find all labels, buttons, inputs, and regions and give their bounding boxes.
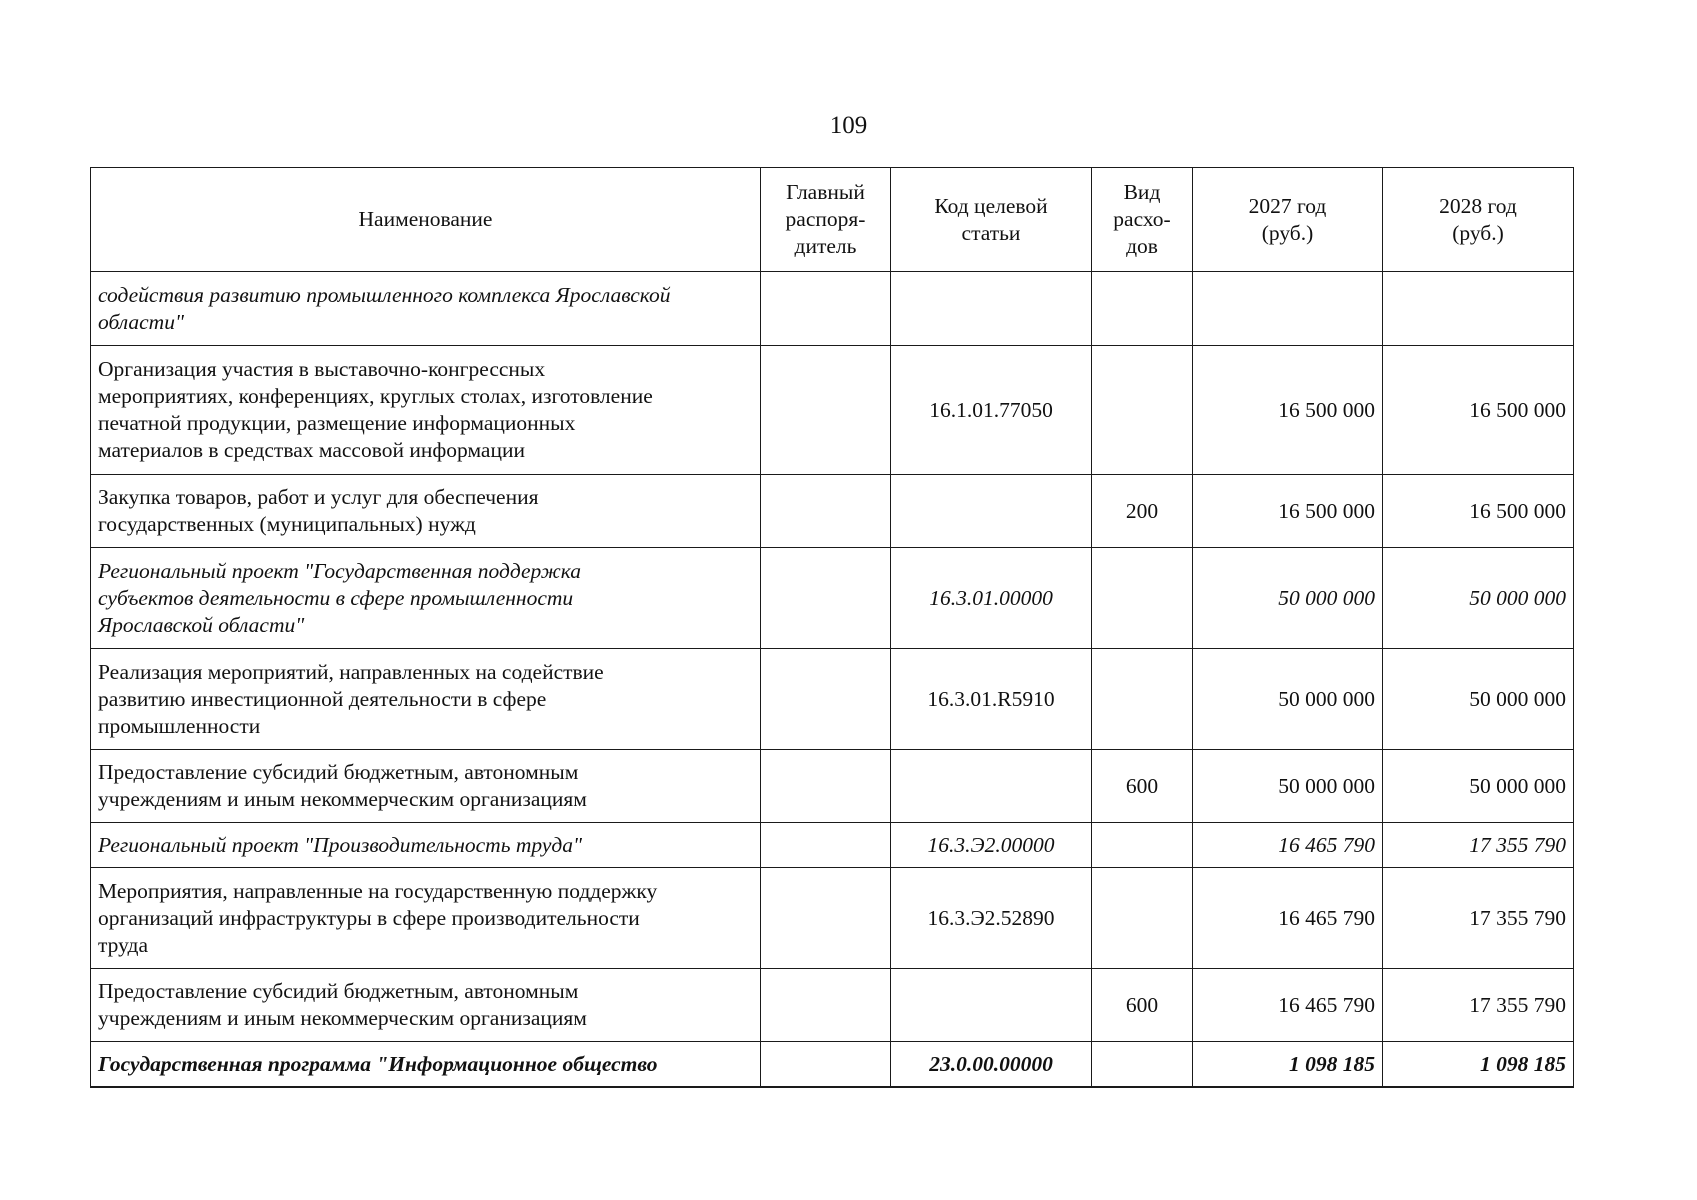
cell-name-line: Предоставление субсидий бюджетным, автономным [98,979,579,1003]
cell-name-line: учреждениям и иным некоммерческим организациям [98,787,587,811]
cell-2027: 50 000 000 [1193,649,1383,750]
table-row [91,649,1574,750]
cell-name-line: области" [98,309,184,334]
cell-code [891,969,1092,1042]
cell-name-line: государственных (муниципальных) нужд [98,512,476,536]
cell-kind [1092,548,1193,649]
cell-name-line: промышленности [98,713,261,738]
cell-2027: 1 098 185 [1193,1042,1383,1088]
cell-kind: 600 [1092,750,1193,823]
cell-code [891,475,1092,548]
cell-2027: 16 465 790 [1193,823,1383,868]
cell-2028: 17 355 790 [1383,969,1574,1042]
table-row [91,969,1574,1042]
cell-kind [1092,272,1193,346]
header-chief-line: распоря- [785,207,866,231]
cell-code: 16.3.01.R5910 [891,649,1092,750]
cell-name [91,1042,761,1088]
cell-code: 23.0.00.00000 [891,1042,1092,1088]
cell-name [91,475,761,548]
cell-2027: 16 500 000 [1193,346,1383,475]
header-2028 [1383,168,1574,272]
cell-chief [761,969,891,1042]
header-chief-line: Главный [786,180,865,204]
cell-name-line: Закупка товаров, работ и услуг для обеспечения [98,485,539,509]
cell-name-line: Предоставление субсидий бюджетным, автономным [98,760,579,784]
cell-code: 16.3.01.00000 [891,548,1092,649]
cell-name-line: материалов в средствах массовой информации [98,438,525,462]
cell-name [91,823,761,868]
cell-kind [1092,346,1193,475]
cell-2027: 50 000 000 [1193,750,1383,823]
cell-code: 16.1.01.77050 [891,346,1092,475]
cell-name [91,750,761,823]
header-kind-line: расхо- [1113,207,1171,231]
cell-name-line: Мероприятия, направленные на государственную поддержку [98,878,658,903]
cell-name-line: печатной продукции, размещение информационных [98,411,576,435]
cell-2027: 16 465 790 [1193,969,1383,1042]
cell-2027: 50 000 000 [1193,548,1383,649]
cell-kind [1092,649,1193,750]
cell-2027 [1193,272,1383,346]
cell-2028: 50 000 000 [1383,649,1574,750]
cell-2028 [1383,272,1574,346]
header-2027-line: (руб.) [1261,220,1314,245]
header-2027 [1193,168,1383,272]
table-row [91,272,1574,346]
cell-name [91,868,761,969]
header-kind-line: дов [1126,234,1158,258]
cell-name-line: Государственная программа "Информационное общество [98,1051,658,1076]
table-row [91,750,1574,823]
cell-name-line: Ярославской области" [98,612,305,637]
table-row [91,475,1574,548]
cell-name-line: Региональный проект "Производительность труда" [98,832,582,857]
cell-chief [761,649,891,750]
cell-kind [1092,823,1193,868]
cell-name-line: учреждениям и иным некоммерческим организациям [98,1006,587,1030]
cell-2027: 16 500 000 [1193,475,1383,548]
header-chief-line: дитель [794,234,857,258]
header-name [91,168,761,272]
cell-chief [761,272,891,346]
cell-code: 16.3.Э2.52890 [891,868,1092,969]
cell-2027: 16 465 790 [1193,868,1383,969]
header-2027-line: 2027 год [1248,193,1327,218]
table-row [91,1042,1574,1088]
table-row [91,346,1574,475]
cell-kind: 600 [1092,969,1193,1042]
header-name-text: Наименование [358,207,493,231]
header-code-line: Код целевой [934,193,1048,218]
cell-2028: 17 355 790 [1383,868,1574,969]
cell-2028: 50 000 000 [1383,548,1574,649]
cell-chief [761,1042,891,1088]
cell-2028: 16 500 000 [1383,346,1574,475]
cell-kind [1092,1042,1193,1088]
cell-chief [761,750,891,823]
cell-code [891,272,1092,346]
table-header-row [91,168,1574,272]
page-number-text: 109 [829,112,868,139]
cell-code [891,750,1092,823]
cell-name-line: Региональный проект "Государственная поддержка [98,558,581,583]
cell-2028: 1 098 185 [1383,1042,1574,1088]
cell-name [91,346,761,475]
cell-name-line: содействия развитию промышленного комплекса Ярославской [98,282,671,307]
header-kind-line: Вид [1123,180,1161,204]
cell-code: 16.3.Э2.00000 [891,823,1092,868]
cell-name-line: Организация участия в выставочно-конгрессных [98,357,546,381]
budget-table [90,167,1574,1088]
cell-2028: 50 000 000 [1383,750,1574,823]
cell-chief [761,548,891,649]
table-row [91,548,1574,649]
cell-chief [761,823,891,868]
cell-name [91,272,761,346]
cell-name [91,969,761,1042]
table-row [91,823,1574,868]
cell-name [91,649,761,750]
cell-name [91,548,761,649]
header-kind [1092,168,1193,272]
header-2028-line: (руб.) [1452,220,1504,245]
cell-chief [761,346,891,475]
cell-chief [761,475,891,548]
header-2028-line: 2028 год [1439,193,1517,218]
cell-kind: 200 [1092,475,1193,548]
header-code-line: статьи [961,220,1021,245]
cell-name-line: развитию инвестиционной деятельности в сфере [98,686,547,711]
cell-chief [761,868,891,969]
cell-name-line: Реализация мероприятий, направленных на содействие [98,659,604,684]
header-chief [761,168,891,272]
cell-name-line: труда [98,932,149,957]
page-number [0,112,1697,140]
cell-name-line: мероприятиях, конференциях, круглых столах, изготовление [98,384,653,408]
table-row [91,868,1574,969]
cell-2028: 17 355 790 [1383,823,1574,868]
cell-name-line: организаций инфраструктуры в сфере производительности [98,905,640,930]
header-code [891,168,1092,272]
cell-2028: 16 500 000 [1383,475,1574,548]
cell-kind [1092,868,1193,969]
cell-name-line: субъектов деятельности в сфере промышленности [98,585,574,610]
